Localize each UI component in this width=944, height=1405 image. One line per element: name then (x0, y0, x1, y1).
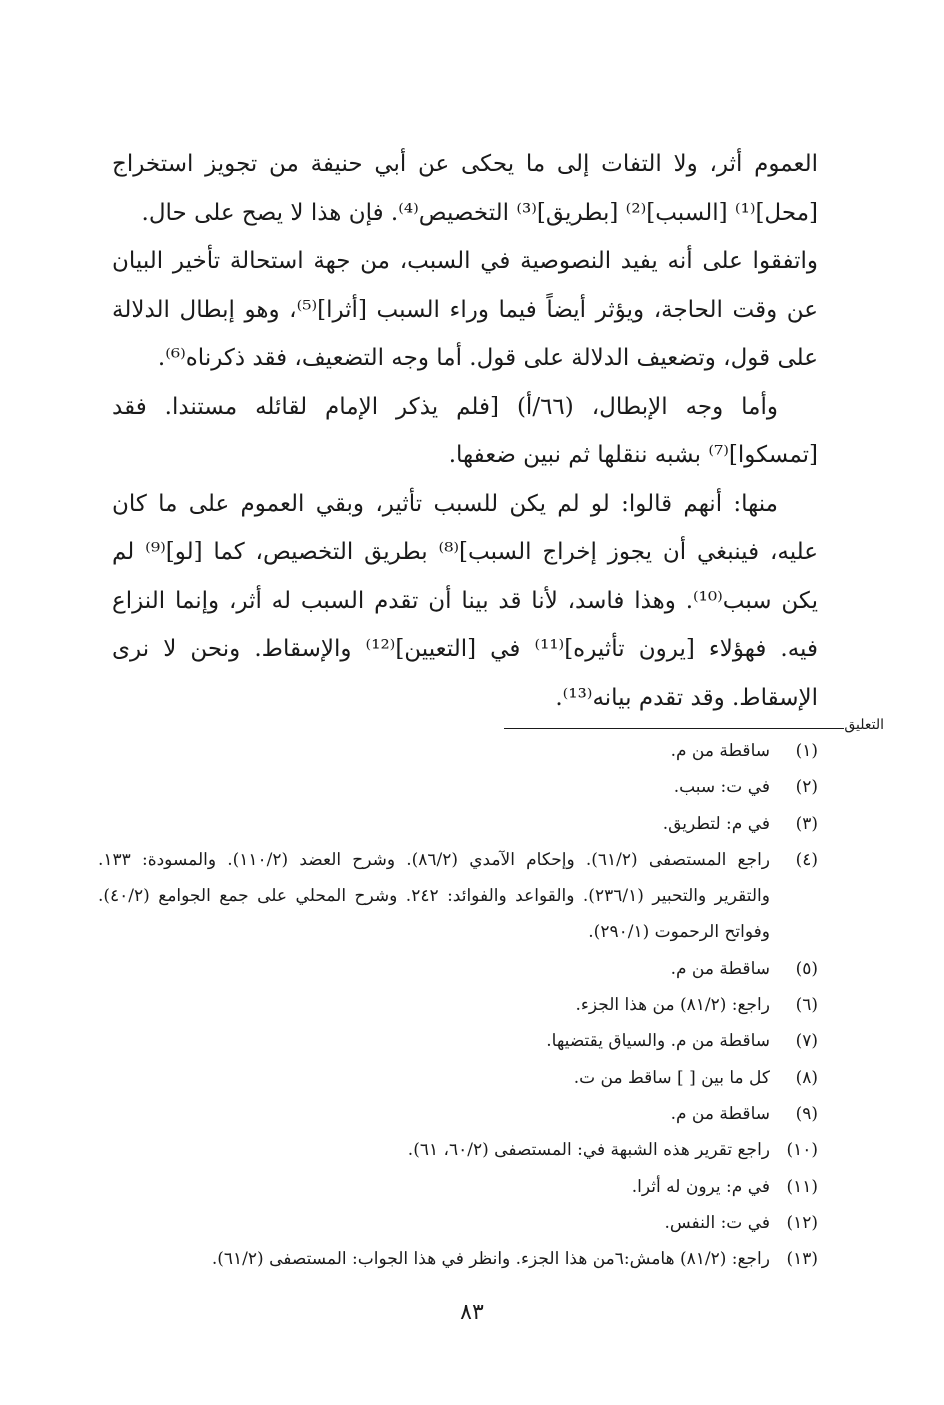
footnote-text: راجع تقرير هذه الشبهة في: المستصفى (٦٠/٢، ٦١). (407, 1140, 770, 1161)
footnote-text: راجع: (٨١/٢) هامش:٦من هذا الجزء. وانظر في هذا الجواب: المستصفى (٦١/٢). (211, 1249, 770, 1270)
footnotes-list (98, 733, 818, 1277)
paragraph-3: وأما وجه الإبطال، (٦٦/أ) [فلم يذكر الإمام لقائله مستندا. فقد [تمسكوا]⁽⁷⁾ بشبه ننقلها ثم نبين ضعفها. (112, 393, 818, 468)
footnote-number: (٢) (795, 777, 818, 798)
main-text (112, 140, 818, 722)
footnote-item (98, 1205, 818, 1241)
footnote-text: في ت: النفس. (664, 1212, 770, 1233)
footnote-separator (504, 718, 884, 732)
footnote-number: (٣) (795, 813, 818, 834)
footnote-text: ساقطة من م. (670, 958, 770, 979)
footnote-number: (١٠) (786, 1140, 818, 1161)
footnote-number: (١٢) (786, 1212, 818, 1233)
footnote-item (98, 733, 818, 769)
footnote-item (98, 769, 818, 805)
footnote-item (98, 1060, 818, 1096)
footnote-text: راجع: (٨١/٢) من هذا الجزء. (575, 995, 770, 1016)
separator-line (504, 728, 844, 729)
footnote-number: (٦) (795, 995, 818, 1016)
footnote-text: في ت: سبب. (673, 777, 770, 798)
paragraph-2: واتفقوا على أنه يفيد النصوصية في السبب، من جهة استحالة تأخير البيان عن وقت الحاجة، ويؤثر أيضاً فيما وراء السبب [أثرا]⁽⁵⁾، وهو إبطال الدلالة على قول، وتضعيف الدلالة على قول. أما وجه التضعيف، فقد ذكرناه⁽⁶⁾. (112, 248, 818, 371)
footnote-item (98, 1241, 818, 1277)
footnote-item (98, 806, 818, 842)
footnote-number: (٤) (795, 849, 818, 870)
footnote-item (98, 987, 818, 1023)
footnote-number: (٨) (795, 1067, 818, 1088)
footnote-text: في م: يرون له أثرا. (631, 1176, 770, 1197)
page-number: ٨٣ (460, 1300, 484, 1325)
footnote-text: ساقطة من م. (670, 741, 770, 761)
footnote-number: (١) (795, 741, 818, 761)
footnote-number: (٥) (795, 958, 818, 979)
footnote-number: (١٣) (786, 1249, 818, 1270)
footnote-item (98, 1096, 818, 1132)
footnote-text: ساقطة من م. (670, 1103, 770, 1124)
paragraph-1: العموم أثر، ولا التفات إلى ما يحكى عن أبي حنيفة من تجويز استخراج [محل]⁽¹⁾ [السبب]⁽²⁾ [بطريق]⁽³⁾ التخصيص⁽⁴⁾. فإن هذا لا يصح على حال. (112, 151, 818, 226)
footnote-text: ساقطة من م. والسياق يقتضيها. (546, 1031, 770, 1052)
paragraph-4: منها: أنهم قالوا: لو لم يكن للسبب تأثير، وبقي العموم على ما كان عليه، فينبغي أن يجوز إخراج السبب]⁽⁸⁾ بطريق التخصيص، كما [لو]⁽⁹⁾ لم يكن سبب⁽¹⁰⁾. وهذا فاسد، لأنا قد بينا أن تقدم السبب له أثر، وإنما النزاع فيه. فهؤلاء [يرون تأثيره]⁽¹¹⁾ في [التعيين]⁽¹²⁾ والإسقاط. ونحن لا نرى الإسقاط. وقد تقدم بيانه⁽¹³⁾. (112, 490, 818, 711)
footnote-item (98, 1169, 818, 1205)
footnote-number: (٧) (795, 1031, 818, 1052)
footnote-label: التعليق (844, 717, 884, 733)
footnote-number: (١١) (786, 1176, 818, 1197)
footnote-text: كل ما بين [ ] ساقط من ت. (573, 1067, 770, 1088)
footnote-text: في م: لتطريق. (662, 813, 770, 834)
footnote-item (98, 842, 818, 951)
footnote-item (98, 1132, 818, 1168)
footnote-item (98, 951, 818, 987)
footnote-item (98, 1023, 818, 1059)
footnote-number: (٩) (795, 1103, 818, 1124)
footnote-text: راجع المستصفى (٦١/٢). وإحكام الآمدي (٨٦/٢). وشرح العضد (١١٠/٢). والمسودة: ١٣٣. والتقرير والتحبير (٢٣٦/١). والقواعد والفوائد: ٢٤٢. وشرح المحلي على جمع الجوامع (٤٠/٢). وفواتح الرحموت (٢٩٠/١). (98, 849, 771, 943)
